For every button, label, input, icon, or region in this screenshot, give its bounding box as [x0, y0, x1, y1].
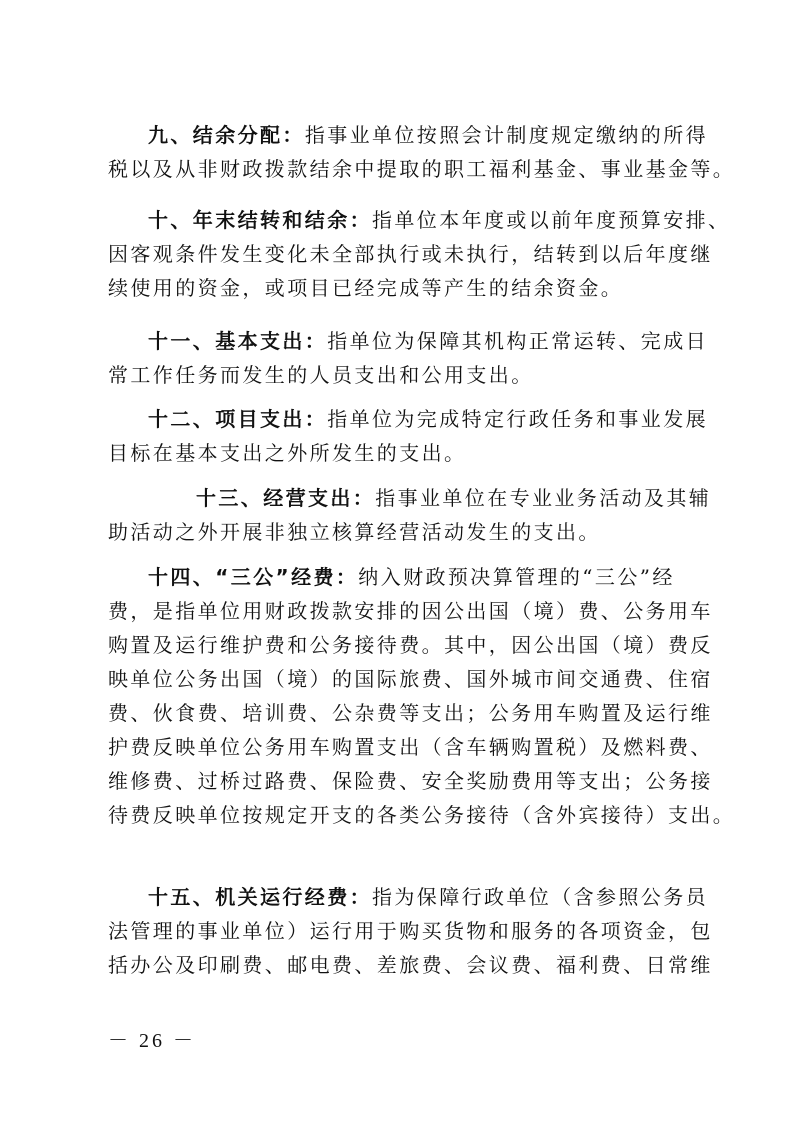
paragraph-surplus-distribution	[108, 118, 736, 186]
paragraph-text: 指单位为保障其机构正常运转、完成日	[327, 329, 709, 353]
paragraph-three-public-expenses	[108, 560, 736, 832]
term-heading: 九、结余分配：	[148, 123, 305, 147]
paragraph-first-line	[108, 880, 708, 914]
paragraph-text: 续使用的资金，或项目已经完成等产生的结余资金。	[108, 276, 624, 300]
paragraph-first-line	[108, 118, 709, 152]
paragraph-business-expenditure	[108, 481, 712, 549]
paragraph-text: 纳入财政预决算管理的“三公”经	[358, 565, 675, 589]
paragraph-text: 指为保障行政单位（含参照公务员	[372, 885, 708, 909]
paragraph-text: 税以及从非财政拨款结余中提取的职工福利基金、事业基金等。	[108, 157, 736, 181]
paragraph-basic-expenditure	[108, 324, 709, 392]
term-heading: 十四、“三公”经费：	[148, 565, 359, 589]
term-heading: 十五、机关运行经费：	[148, 885, 372, 909]
paragraph-text: 费，是指单位用财政拨款安排的因公出国（境）费、公务用车	[108, 599, 713, 623]
paragraph-text: 待费反映单位按规定开支的各类公务接待（含外宾接待）支出。	[108, 803, 736, 827]
paragraph-text: 护费反映单位公务用车购置支出（含车辆购置税）及燃料费、	[108, 735, 713, 759]
paragraph-text: 购置及运行维护费和公务接待费。其中，因公出国（境）费反	[108, 633, 713, 657]
paragraph-first-line	[108, 203, 731, 237]
paragraph-text: 费、伙食费、培训费、公杂费等支出；公务用车购置及运行维	[108, 701, 713, 725]
paragraph-text: 因客观条件发生变化未全部执行或未执行，结转到以后年度继	[108, 242, 713, 266]
paragraph-first-line	[108, 560, 688, 594]
term-heading: 十、年末结转和结余：	[148, 208, 372, 232]
paragraph-agency-operating-funds	[108, 880, 713, 982]
paragraph-text: 助活动之外开展非独立核算经营活动发生的支出。	[108, 520, 601, 544]
paragraph-text: 映单位公务出国（境）的国际旅费、国外城市间交通费、住宿	[108, 667, 713, 691]
paragraph-first-line	[108, 481, 712, 515]
term-heading: 十一、基本支出：	[148, 329, 328, 353]
paragraph-first-line	[108, 402, 709, 436]
paragraph-year-end-carryover	[108, 203, 731, 305]
paragraph-text: 指事业单位按照会计制度规定缴纳的所得	[304, 123, 709, 147]
paragraph-text: 指单位为完成特定行政任务和事业发展	[327, 407, 709, 431]
paragraph-text: 常工作任务而发生的人员支出和公用支出。	[108, 363, 534, 387]
paragraph-project-expenditure	[108, 402, 709, 470]
paragraph-text: 指事业单位在专业业务活动及其辅	[375, 486, 712, 510]
paragraph-text: 指单位本年度或以前年度预算安排、	[372, 208, 731, 232]
paragraph-text: 法管理的事业单位）运行用于购买货物和服务的各项资金，包	[108, 919, 713, 943]
paragraph-text: 目标在基本支出之外所发生的支出。	[108, 441, 467, 465]
paragraph-first-line	[108, 324, 709, 358]
term-heading: 十二、项目支出：	[148, 407, 328, 431]
paragraph-text: 括办公及印刷费、邮电费、差旅费、会议费、福利费、日常维	[108, 953, 713, 977]
term-heading: 十三、经营支出：	[196, 486, 376, 510]
paragraph-text: 维修费、过桥过路费、保险费、安全奖励费用等支出；公务接	[108, 769, 713, 793]
page-number: － 26 －	[108, 1030, 196, 1052]
